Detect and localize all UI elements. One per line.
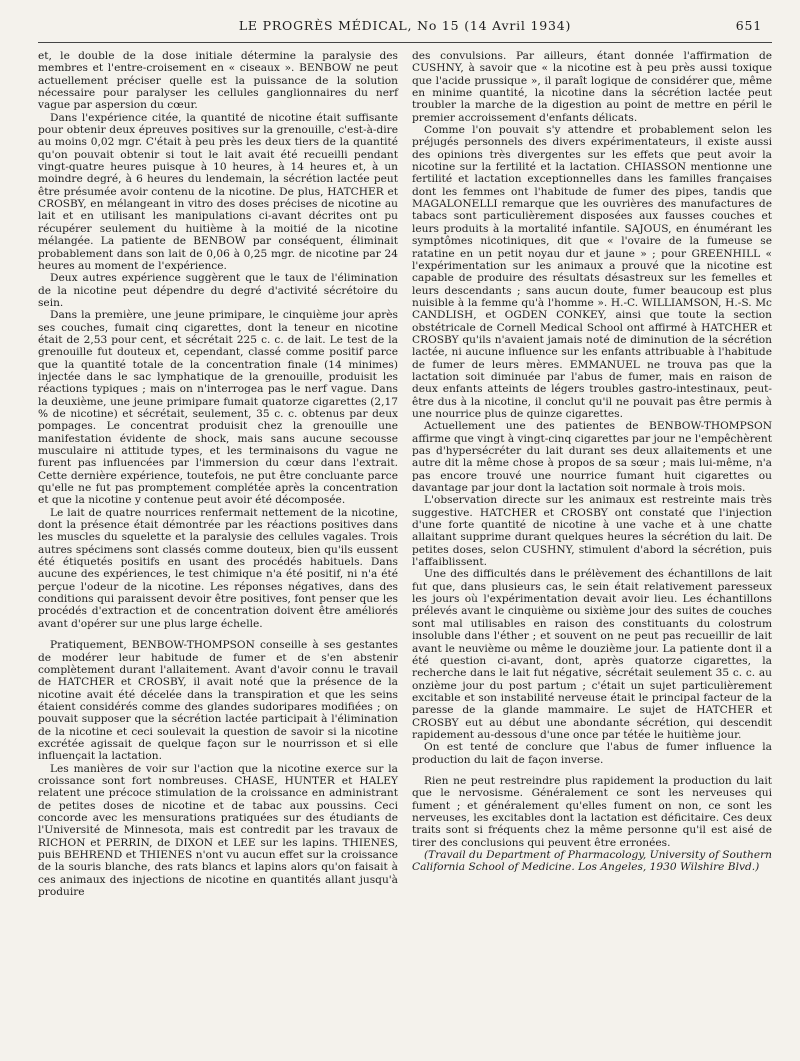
paragraph: Dans l'expérience citée, la quantité de nicotine était suffisante pour obtenir deux épreuves positives sur la grenouille, c'est-à-dire au moins 0,02 mgr. C'était à peu près les deux tiers de la quantité qu'on pouvait obtenir si tout le lait avait été recueilli pendant vingt-quatre heures puisque à 10 heures, à 14 heures et, à un moindre degré, à 6 heures du lendemain, la sécrétion lactée peut être présumée avoir contenu de la nicotine. De plus, HATCHER et CROSBY, en mélangeant in vitro des doses précises de nicotine au lait et en utilisant les manipulations ci-avant décrites ont pu récupérer seulement du huitième à la moitié de la nicotine mélangée. La patiente de BENBOW par conséquent, éliminait probablement dans son lait de 0,06 à 0,25 mgr. de nicotine par 24 heures au moment de l'expérience. <box>38 111 398 272</box>
source-note: (Travail du Department of Pharmacology, University of Southern California School of Medicine. Los Angeles, 1930 Wilshire Blvd.) <box>412 849 772 874</box>
header-rule <box>38 42 772 43</box>
paragraph: L'observation directe sur les animaux est restreinte mais très suggestive. HATCHER et CROSBY ont constaté que l'injection d'une forte quantité de nicotine à une vache et à une chatte allaitant supprime durant quelques heures la sécrétion du lait. De petites doses, selon CUSHNY, stimulent d'abord la sécrétion, puis l'affaiblissent. <box>412 494 772 569</box>
paragraph: Actuellement une des patientes de BENBOW-THOMPSON affirme que vingt à vingt-cinq cigarettes par jour ne l'empêchèrent pas d'hypersécréter du lait durant ses deux allaitements et une autre dit la même chose à propos de sa sœur ; mais lui-même, n'a pas encore trouvé une nourrice fumant huit cigarettes ou davantage par jour dont la lactation soit normale à trois mois. <box>412 420 772 495</box>
paragraph: Le lait de quatre nourrices renfermait nettement de la nicotine, dont la présence était démontrée par les réactions positives dans les muscles du squelette et la paralysie des cellules vagales. Trois autres spécimens sont classés comme douteux, bien qu'ils eussent été étiquetés positifs en usant des procédés habituels. Dans aucune des expériences, le test chimique n'a été positif, ni n'a été perçue l'odeur de la nicotine. Les réponses négatives, dans des conditions qui paraissent devoir être positives, font penser que les procédés d'extraction et de concentration doivent être améliorés avant d'opérer sur une plus large échelle. <box>38 506 398 630</box>
paragraph: et, le double de la dose initiale détermine la paralysie des membres et l'entre-croisement en « ciseaux ». BENBOW ne peut actuellement préciser quelle est la puissance de la solution nécessaire pour paralyser les cellules ganglionnaires du nerf vague par aspersion du cœur. <box>38 50 398 112</box>
right-column <box>412 50 772 898</box>
paragraph: Deux autres expérience suggèrent que le taux de l'élimination de la nicotine peut dépendre du degré d'activité sécrétoire du sein. <box>38 272 398 309</box>
paragraph: On est tenté de conclure que l'abus de fumer influence la production du lait de façon inverse. <box>412 741 772 766</box>
running-header <box>38 18 772 36</box>
two-column-body <box>38 50 772 898</box>
paragraph: Dans la première, une jeune primipare, le cinquième jour après ses couches, fumait cinq cigarettes, dont la teneur en nicotine était de 2,53 pour cent, et sécrétait 225 c. c. de lait. Le test de la grenouille fut douteux et, cependant, classé comme positif parce que la quantité totale de la concentration finale (14 minimes) injectée dans le sac lymphatique de la grenouille, produisit les réactions typiques ; mais on n'interrogea pas le nerf vague. Dans la deuxième, une jeune primipare fumait quatorze cigarettes (2,17 % de nicotine) et sécrétait, seulement, 35 c. c. obtenus par deux pompages. Le concentrat produisit chez la grenouille une manifestation évidente de shock, mais sans aucune secousse musculaire ni attitude types, et les terminaisons du vague ne furent pas influencées par l'immersion du cœur dans l'extrait. Cette dernière expérience, toutefois, ne put être concluante parce qu'elle ne fut pas promptement complétée après la concentration et que la nicotine y contenue peut avoir été décomposée. <box>38 309 398 507</box>
paragraph: Rien ne peut restreindre plus rapidement la production du lait que le nervosisme. Généralement ce sont les nerveuses qui fument ; et généralement qu'elles fument on non, ce sont les nerveuses, les excitables dont la lactation est déficitaire. Ces deux traits sont si fréquents chez la même personne qu'il est aisé de tirer des conclusions qui peuvent être erronées. <box>412 774 772 849</box>
paragraph: Une des difficultés dans le prélèvement des échantillons de lait fut que, dans plusieurs cas, le sein était relativement paresseux les jours où l'expérimentation devait avoir lieu. Les échantillons prélevés avant le cinquième ou sixième jour des suites de couches sont mal utilisables en raison des constituants du colostrum insoluble dans l'éther ; et souvent on ne peut pas recueillir de lait avant le neuvième ou même le douzième jour. La patiente dont il a été question ci-avant, dont, après quatorze cigarettes, la recherche dans le lait fut négative, sécrétait seulement 35 c. c. au onzième jour du post partum ; c'était un sujet particulièrement excitable et son instabilité nerveuse était le principal facteur de la paresse de la glande mammaire. Le sujet de HATCHER et CROSBY eut au début une abondante sécrétion, qui descendit rapidement au-dessous d'une once par tétée le huitième jour. <box>412 568 772 741</box>
paragraph: des convulsions. Par ailleurs, étant donnée l'affirmation de CUSHNY, à savoir que « la nicotine est à peu près aussi toxique que l'acide prussique », il paraît logique de considérer que, même en minime quantité, la nicotine dans la sécrétion lactée peut troubler la marche de la digestion au point de mettre en péril le premier accroissement d'enfants délicats. <box>412 50 772 124</box>
left-column <box>38 50 398 898</box>
journal-title: LE PROGRÈS MÉDICAL, No 15 (14 Avril 1934) <box>238 18 572 33</box>
paragraph: Comme l'on pouvait s'y attendre et probablement selon les préjugés personnels des divers expérimentateurs, il existe aussi des opinions très divergentes sur les effets que peut avoir la nicotine sur la fertilité et la lactation. CHIASSON mentionne une fertilité et lactation exceptionnelles dans les familles françaises dont les femmes ont l'habitude de fumer des pipes, tandis que MAGALONELLI remarque que les ouvrières des manufactures de tabacs sont particulièrement disposées aux fausses couches et leurs produits à la mortalité infantile. SAJOUS, en énumérant les symptômes nicotiniques, dit que « l'ovaire de la fumeuse se ratatine en un petit noyau dur et jaune » ; pour GREENHILL « l'expérimentation sur les animaux a prouvé que la nicotine est capable de produire des résultats désastreux sur les femelles et leurs descendants ; sans aucun doute, fumer beaucoup est plus nuisible à la femme qu'à l'homme ». H.-C. WILLIAMSON, H.-S. Mc CANDLISH, et OGDEN CONKEY, ainsi que toute la section obstétricale de Cornell Medical School ont affirmé à HATCHER et CROSBY qu'ils n'avaient jamais noté de diminution de la sécrétion lactée, ni aucune influence sur les enfants attribuable à l'habitude de fumer de leurs mères. EMMANUEL ne trouva pas que la lactation soit diminuée par l'abus de fumer, mais en raison de deux enfants atteints de légers troubles gastro-intestinaux, peut-être dus à la nicotine, il conclut qu'il ne pouvait pas être permis à une nourrice plus de quinze cigarettes. <box>412 124 772 420</box>
paragraph: Les manières de voir sur l'action que la nicotine exerce sur la croissance sont fort nombreuses. CHASE, HUNTER et HALEY relatent une précoce stimulation de la croissance en administrant de petites doses de nicotine et de tabac aux poussins. Ceci concorde avec les mensurations pratiquées sur des étudiants de l'Université de Minnesota, mais est contredit par les travaux de RICHON et PERRIN, de DIXON et LEE sur les lapins. THIENES, puis BEHREND et THIENES n'ont vu aucun effet sur la croissance de la souris blanche, des rats blancs et lapins alors qu'on faisait à ces animaux des injections de nicotine en quantités allant jusqu'à produire <box>38 762 398 899</box>
page-number: 651 <box>735 18 762 33</box>
paragraph: Pratiquement, BENBOW-THOMPSON conseille à ses gestantes de modérer leur habitude de fumer et de s'en abstenir complètement durant l'allaitement. Avant d'avoir connu le travail de HATCHER et CROSBY, il avait noté que la présence de la nicotine avait été décelée dans la transpiration et que les seins étaient considérés comme des glandes sudoripares modifiées ; on pouvait supposer que la sécrétion lactée participait à l'élimination de la nicotine et ceci soulevait la question de savoir si la nicotine excrétée agissait de quelque façon sur le nourrisson et si elle influençait la lactation. <box>38 639 398 763</box>
